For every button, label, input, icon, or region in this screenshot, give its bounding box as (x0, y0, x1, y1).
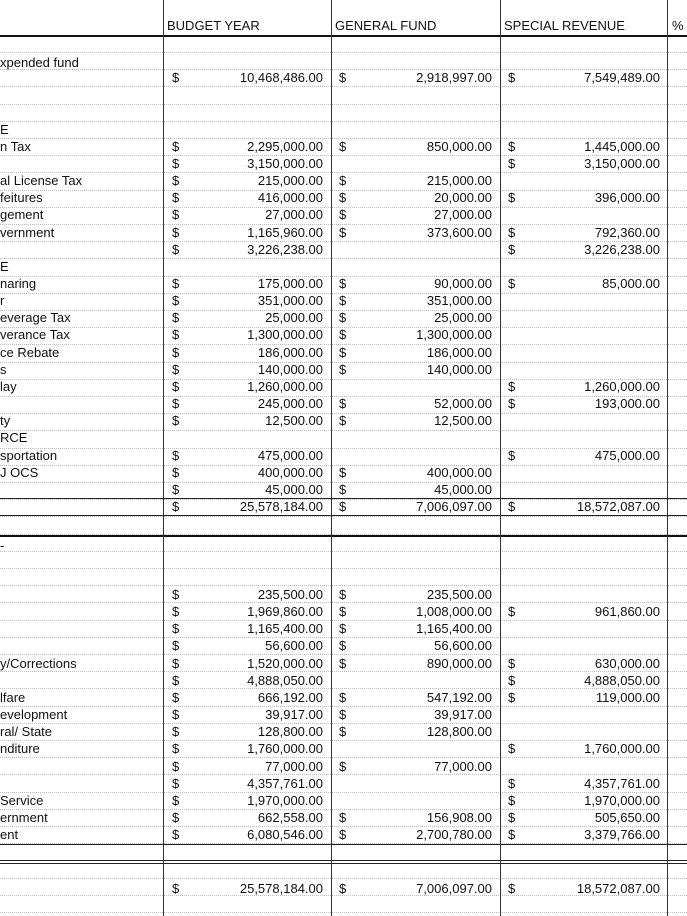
currency-symbol: $ (339, 707, 347, 722)
currency-symbol: $ (508, 70, 516, 85)
row-label[interactable]: r (0, 293, 5, 308)
budget-amount-cell[interactable]: 1,165,400.00 (247, 621, 323, 636)
currency-symbol: $ (172, 173, 180, 188)
currency-symbol: $ (339, 190, 347, 205)
currency-symbol: $ (172, 776, 180, 791)
currency-symbol: $ (339, 362, 347, 377)
currency-symbol: $ (508, 741, 516, 756)
budget-amount-cell[interactable]: 3,226,238.00 (247, 242, 323, 257)
currency-symbol: $ (508, 139, 516, 154)
currency-symbol: $ (172, 499, 180, 514)
row-label[interactable]: ral/ State (0, 724, 53, 739)
budget-amount-cell[interactable]: 3,150,000.00 (247, 156, 323, 171)
general-amount-cell[interactable]: 400,000.00 (426, 465, 492, 480)
budget-amount-cell[interactable]: 45,000.00 (265, 482, 323, 497)
general-amount-cell[interactable]: 140,000.00 (426, 362, 492, 377)
special-amount-cell[interactable]: 7,549,489.00 (584, 70, 660, 85)
currency-symbol: $ (172, 327, 180, 342)
row-gridline (0, 258, 687, 259)
special-amount-cell[interactable]: 505,650.00 (594, 810, 660, 825)
row-gridline (0, 757, 687, 758)
row-label[interactable]: ent (0, 827, 19, 842)
currency-symbol: $ (172, 656, 180, 671)
currency-symbol: $ (339, 482, 347, 497)
currency-symbol: $ (508, 276, 516, 291)
currency-symbol: $ (339, 638, 347, 653)
budget-amount-cell[interactable]: 25,000.00 (265, 310, 323, 325)
budget-amount-cell[interactable]: 186,000.00 (257, 345, 323, 360)
budget-amount-cell[interactable]: 666,192.00 (257, 690, 323, 705)
budget-amount-cell[interactable]: 235,500.00 (257, 587, 323, 602)
budget-amount-cell[interactable]: 12,500.00 (265, 413, 323, 428)
currency-symbol: $ (339, 310, 347, 325)
general-amount-cell[interactable]: 156,908.00 (426, 810, 492, 825)
total-rule (0, 515, 687, 516)
row-label[interactable]: Service (0, 793, 44, 808)
currency-symbol: $ (172, 396, 180, 411)
currency-symbol: $ (508, 225, 516, 240)
budget-amount-cell[interactable]: 1,969,860.00 (247, 604, 323, 619)
row-label[interactable]: s (0, 362, 7, 377)
general-amount-cell[interactable]: 1,165,400.00 (416, 621, 492, 636)
row-label[interactable]: J OCS (0, 465, 39, 480)
budget-amount-cell[interactable]: 27,000.00 (265, 207, 323, 222)
budget-amount-cell[interactable]: 215,000.00 (257, 173, 323, 188)
currency-symbol: $ (339, 327, 347, 342)
special-amount-cell[interactable]: 4,888,050.00 (584, 673, 660, 688)
currency-symbol: $ (172, 673, 180, 688)
column-header-special-revenue[interactable]: SPECIAL REVENUE (504, 18, 625, 33)
currency-symbol: $ (172, 621, 180, 636)
currency-symbol: $ (172, 276, 180, 291)
general-amount-cell[interactable]: 2,918,997.00 (416, 70, 492, 85)
bottom-rule (0, 844, 687, 845)
budget-amount-cell[interactable]: 25,578,184.00 (239, 499, 323, 514)
general-amount-cell[interactable]: 52,000.00 (434, 396, 492, 411)
special-amount-cell[interactable]: 85,000.00 (602, 276, 660, 291)
currency-symbol: $ (508, 604, 516, 619)
column-divider (163, 0, 164, 916)
row-gridline (0, 912, 687, 913)
currency-symbol: $ (339, 827, 347, 842)
budget-amount-cell[interactable]: 4,357,761.00 (247, 776, 323, 791)
currency-symbol: $ (339, 396, 347, 411)
currency-symbol: $ (508, 396, 516, 411)
general-amount-cell[interactable]: 1,300,000.00 (416, 327, 492, 342)
budget-amount-cell[interactable]: 662,558.00 (257, 810, 323, 825)
currency-symbol: $ (339, 690, 347, 705)
general-amount-cell[interactable]: 351,000.00 (426, 293, 492, 308)
column-header-general-fund[interactable]: GENERAL FUND (335, 18, 437, 33)
general-amount-cell[interactable]: 77,000.00 (434, 759, 492, 774)
budget-amount-cell[interactable]: 128,800.00 (257, 724, 323, 739)
row-label[interactable]: al License Tax (0, 173, 83, 188)
budget-amount-cell[interactable]: 1,970,000.00 (247, 793, 323, 808)
currency-symbol: $ (339, 207, 347, 222)
row-gridline (0, 654, 687, 655)
budget-amount-cell[interactable]: 39,917.00 (265, 707, 323, 722)
special-amount-cell[interactable]: 1,260,000.00 (584, 379, 660, 394)
row-gridline (0, 878, 687, 879)
budget-amount-cell[interactable]: 351,000.00 (257, 293, 323, 308)
currency-symbol: $ (172, 638, 180, 653)
general-amount-cell[interactable]: 890,000.00 (426, 656, 492, 671)
currency-symbol: $ (172, 827, 180, 842)
row-label[interactable]: verance Tax (0, 327, 70, 342)
general-amount-cell[interactable]: 90,000.00 (434, 276, 492, 291)
budget-amount-cell[interactable]: 1,760,000.00 (247, 741, 323, 756)
row-label[interactable]: feitures (0, 190, 43, 205)
budget-amount-cell[interactable]: 25,578,184.00 (239, 881, 323, 896)
row-gridline (0, 121, 687, 122)
currency-symbol: $ (508, 793, 516, 808)
currency-symbol: $ (172, 810, 180, 825)
currency-symbol: $ (339, 173, 347, 188)
currency-symbol: $ (172, 310, 180, 325)
row-label[interactable]: ty (0, 413, 11, 428)
budget-amount-cell[interactable]: 140,000.00 (257, 362, 323, 377)
special-amount-cell[interactable]: 193,000.00 (594, 396, 660, 411)
grand-total-rule (0, 860, 687, 864)
special-amount-cell[interactable]: 3,379,766.00 (584, 827, 660, 842)
row-label[interactable]: lfare (0, 690, 26, 705)
currency-symbol: $ (339, 293, 347, 308)
currency-symbol: $ (172, 881, 180, 896)
currency-symbol: $ (339, 225, 347, 240)
special-amount-cell[interactable]: 3,226,238.00 (584, 242, 660, 257)
budget-amount-cell[interactable]: 1,260,000.00 (247, 379, 323, 394)
section-rule (0, 535, 687, 537)
row-gridline (0, 568, 687, 569)
column-divider (331, 0, 332, 916)
special-amount-cell[interactable]: 18,572,087.00 (576, 881, 660, 896)
currency-symbol: $ (508, 499, 516, 514)
special-amount-cell[interactable]: 3,150,000.00 (584, 156, 660, 171)
row-label[interactable]: evelopment (0, 707, 68, 722)
row-gridline (0, 585, 687, 586)
currency-symbol: $ (172, 379, 180, 394)
budget-amount-cell[interactable]: 416,000.00 (257, 190, 323, 205)
special-amount-cell[interactable]: 1,445,000.00 (584, 139, 660, 154)
budget-amount-cell[interactable]: 1,520,000.00 (247, 656, 323, 671)
currency-symbol: $ (339, 465, 347, 480)
currency-symbol: $ (172, 190, 180, 205)
budget-amount-cell[interactable]: 56,600.00 (265, 638, 323, 653)
row-label[interactable]: y/Corrections (0, 656, 77, 671)
special-amount-cell[interactable]: 18,572,087.00 (576, 499, 660, 514)
special-amount-cell[interactable]: 4,357,761.00 (584, 776, 660, 791)
general-amount-cell[interactable]: 27,000.00 (434, 207, 492, 222)
currency-symbol: $ (339, 759, 347, 774)
row-gridline (0, 516, 687, 517)
general-amount-cell[interactable]: 7,006,097.00 (416, 499, 492, 514)
currency-symbol: $ (172, 207, 180, 222)
currency-symbol: $ (339, 604, 347, 619)
row-label[interactable]: n Tax (0, 139, 31, 154)
budget-amount-cell[interactable]: 77,000.00 (265, 759, 323, 774)
currency-symbol: $ (508, 827, 516, 842)
row-label[interactable]: E (0, 122, 9, 137)
currency-symbol: $ (508, 673, 516, 688)
general-amount-cell[interactable]: 215,000.00 (426, 173, 492, 188)
row-label[interactable]: ernment (0, 810, 48, 825)
row-label[interactable]: sportation (0, 448, 58, 463)
row-label[interactable]: everage Tax (0, 310, 71, 325)
budget-amount-cell[interactable]: 10,468,486.00 (239, 70, 323, 85)
column-divider (667, 0, 668, 916)
row-label[interactable]: ce Rebate (0, 345, 60, 360)
currency-symbol: $ (172, 293, 180, 308)
currency-symbol: $ (508, 448, 516, 463)
row-label[interactable]: naring (0, 276, 37, 291)
general-amount-cell[interactable]: 20,000.00 (434, 190, 492, 205)
budget-amount-cell[interactable]: 475,000.00 (257, 448, 323, 463)
budget-amount-cell[interactable]: 1,300,000.00 (247, 327, 323, 342)
currency-symbol: $ (339, 139, 347, 154)
currency-symbol: $ (172, 345, 180, 360)
special-amount-cell[interactable]: 1,760,000.00 (584, 741, 660, 756)
header-rule (0, 35, 687, 37)
currency-symbol: $ (172, 604, 180, 619)
general-amount-cell[interactable]: 7,006,097.00 (416, 881, 492, 896)
budget-amount-cell[interactable]: 6,080,546.00 (247, 827, 323, 842)
column-header-budget-year[interactable]: BUDGET YEAR (167, 18, 260, 33)
general-amount-cell[interactable]: 186,000.00 (426, 345, 492, 360)
special-amount-cell[interactable]: 475,000.00 (594, 448, 660, 463)
budget-amount-cell[interactable]: 175,000.00 (257, 276, 323, 291)
special-amount-cell[interactable]: 630,000.00 (594, 656, 660, 671)
general-amount-cell[interactable]: 235,500.00 (426, 587, 492, 602)
special-amount-cell[interactable]: 119,000.00 (595, 690, 660, 705)
currency-symbol: $ (172, 759, 180, 774)
currency-symbol: $ (172, 362, 180, 377)
currency-symbol: $ (172, 741, 180, 756)
row-label[interactable]: gement (0, 207, 44, 222)
currency-symbol: $ (172, 448, 180, 463)
row-label[interactable]: vernment (0, 225, 55, 240)
currency-symbol: $ (172, 482, 180, 497)
row-label[interactable]: lay (0, 379, 17, 394)
currency-symbol: $ (339, 70, 347, 85)
general-amount-cell[interactable]: 373,600.00 (426, 225, 492, 240)
row-gridline (0, 551, 687, 552)
general-amount-cell[interactable]: 2,700,780.00 (416, 827, 492, 842)
currency-symbol: $ (508, 156, 516, 171)
row-label[interactable]: - (0, 538, 5, 553)
general-amount-cell[interactable]: 45,000.00 (434, 482, 492, 497)
currency-symbol: $ (172, 793, 180, 808)
currency-symbol: $ (172, 724, 180, 739)
currency-symbol: $ (172, 139, 180, 154)
general-amount-cell[interactable]: 12,500.00 (434, 413, 492, 428)
special-amount-cell[interactable]: 396,000.00 (594, 190, 660, 205)
general-amount-cell[interactable]: 39,917.00 (434, 707, 492, 722)
column-header-percent[interactable]: % (672, 18, 684, 33)
currency-symbol: $ (339, 656, 347, 671)
column-divider (500, 0, 501, 916)
currency-symbol: $ (172, 707, 180, 722)
budget-amount-cell[interactable]: 245,000.00 (257, 396, 323, 411)
currency-symbol: $ (172, 70, 180, 85)
row-label[interactable]: E (0, 259, 9, 274)
budget-amount-cell[interactable]: 2,295,000.00 (247, 139, 323, 154)
currency-symbol: $ (508, 690, 516, 705)
general-amount-cell[interactable]: 1,008,000.00 (416, 604, 492, 619)
currency-symbol: $ (172, 413, 180, 428)
currency-symbol: $ (339, 276, 347, 291)
currency-symbol: $ (508, 379, 516, 394)
currency-symbol: $ (339, 810, 347, 825)
budget-amount-cell[interactable]: 4,888,050.00 (247, 673, 323, 688)
currency-symbol: $ (508, 190, 516, 205)
row-gridline (0, 52, 687, 53)
general-amount-cell[interactable]: 547,192.00 (426, 690, 492, 705)
currency-symbol: $ (508, 242, 516, 257)
budget-amount-cell[interactable]: 1,165,960.00 (247, 225, 323, 240)
currency-symbol: $ (339, 881, 347, 896)
budget-amount-cell[interactable]: 400,000.00 (257, 465, 323, 480)
special-amount-cell[interactable]: 1,970,000.00 (584, 793, 660, 808)
row-label[interactable]: RCE (0, 430, 28, 445)
special-amount-cell[interactable]: 792,360.00 (594, 225, 660, 240)
currency-symbol: $ (172, 690, 180, 705)
row-label[interactable]: nditure (0, 741, 40, 756)
currency-symbol: $ (339, 499, 347, 514)
currency-symbol: $ (508, 656, 516, 671)
row-label[interactable]: xpended fund (0, 55, 79, 70)
row-gridline (0, 86, 687, 87)
currency-symbol: $ (339, 413, 347, 428)
general-amount-cell[interactable]: 25,000.00 (434, 310, 492, 325)
currency-symbol: $ (508, 881, 516, 896)
general-amount-cell[interactable]: 56,600.00 (434, 638, 492, 653)
currency-symbol: $ (508, 776, 516, 791)
general-amount-cell[interactable]: 850,000.00 (426, 139, 492, 154)
currency-symbol: $ (172, 587, 180, 602)
currency-symbol: $ (339, 621, 347, 636)
row-gridline (0, 104, 687, 105)
currency-symbol: $ (172, 242, 180, 257)
row-gridline (0, 430, 687, 431)
currency-symbol: $ (508, 810, 516, 825)
currency-symbol: $ (172, 225, 180, 240)
currency-symbol: $ (339, 345, 347, 360)
currency-symbol: $ (172, 156, 180, 171)
currency-symbol: $ (339, 587, 347, 602)
currency-symbol: $ (339, 724, 347, 739)
general-amount-cell[interactable]: 128,800.00 (426, 724, 492, 739)
currency-symbol: $ (172, 465, 180, 480)
special-amount-cell[interactable]: 961,860.00 (594, 604, 660, 619)
